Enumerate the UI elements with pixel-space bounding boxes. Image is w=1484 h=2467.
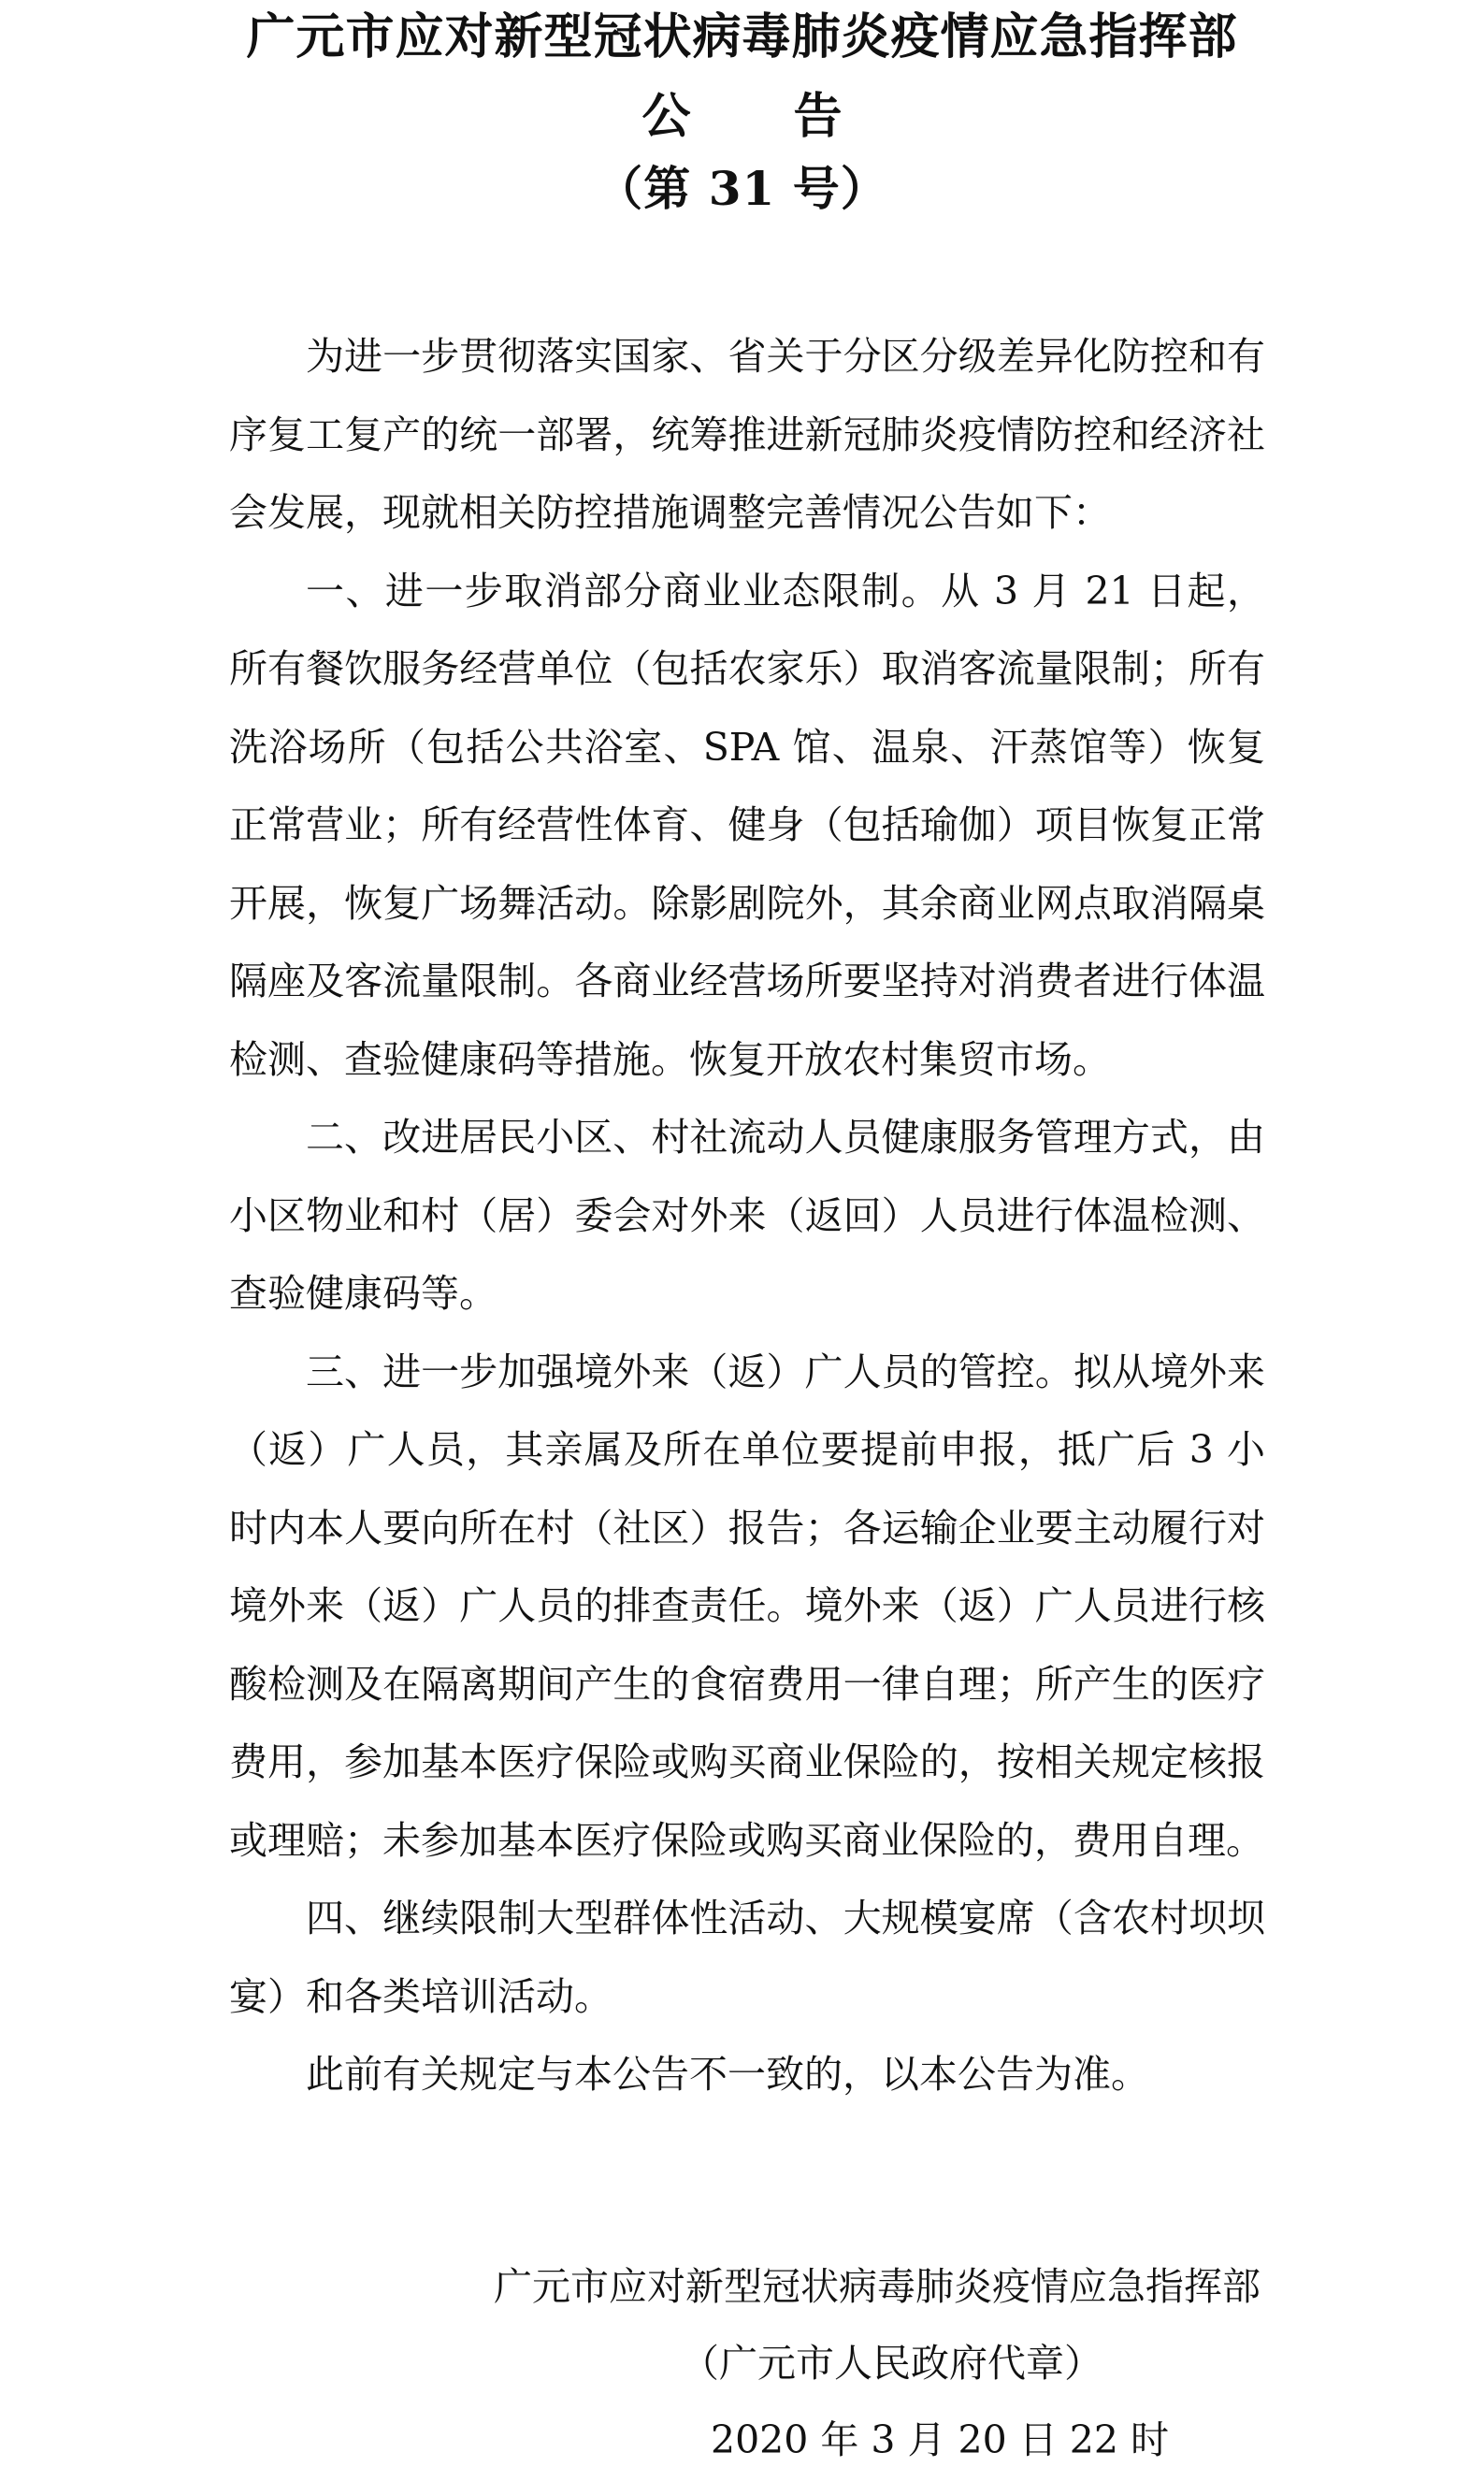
paragraph-item-1: 一、进一步取消部分商业业态限制。从 3 月 21 日起，所有餐饮服务经营单位（包括农家乐）取消客流量限制；所有洗浴场所（包括公共浴室、SPA 馆、温泉、汗蒸馆等）恢复正常营业；所有经营性体育、健身（包括瑜伽）项目恢复正常开展，恢复广场舞活动。除影剧院外，其余商业网点取消隔桌隔座及客流量限制。各商业经营场所要坚持对消费者进行体温检测、查验健康码等措施。恢复开放农村集贸市场。 [229, 568, 1265, 1082]
announcement-body [229, 318, 1265, 2114]
paragraph-item-3: 三、进一步加强境外来（返）广人员的管控。拟从境外来（返）广人员，其亲属及所在单位要提前申报，抵广后 3 小时内本人要向所在村（社区）报告；各运输企业要主动履行对境外来（返）广人员的排查责任。境外来（返）广人员进行核酸检测及在隔离期间产生的食宿费用一律自理；所产生的医疗费用，参加基本医疗保险或购买商业保险的，按相关规定核报或理赔；未参加基本医疗保险或购买商业保险的，费用自理。 [229, 1349, 1265, 1863]
paragraph-closing: 此前有关规定与本公告不一致的，以本公告为准。 [306, 2052, 1149, 2097]
signature-seal-note: （广元市人民政府代章） [681, 2341, 1102, 2386]
paragraph-item-4: 四、继续限制大型群体性活动、大规模宴席（含农村坝坝宴）和各类培训活动。 [229, 1896, 1265, 2019]
heading-char-right: 告 [793, 88, 843, 145]
announcement-number: （第 31 号） [596, 161, 888, 216]
signature-date: 2020 年 3 月 20 日 22 时 [711, 2417, 1169, 2462]
paragraph-intro: 为进一步贯彻落实国家、省关于分区分级差异化防控和有序复工复产的统一部署，统筹推进新冠肺炎疫情防控和经济社会发展，现就相关防控措施调整完善情况公告如下： [229, 334, 1265, 535]
heading-char-left: 公 [641, 88, 691, 145]
document-type-heading [0, 89, 1484, 145]
signature-org: 广元市应对新型冠状病毒肺炎疫情应急指挥部 [494, 2264, 1261, 2309]
document-title: 广元市应对新型冠状病毒肺炎疫情应急指挥部 [246, 8, 1238, 65]
paragraph-item-2: 二、改进居民小区、村社流动人员健康服务管理方式，由小区物业和村（居）委会对外来（返回）人员进行体温检测、查验健康码等。 [229, 1115, 1265, 1316]
